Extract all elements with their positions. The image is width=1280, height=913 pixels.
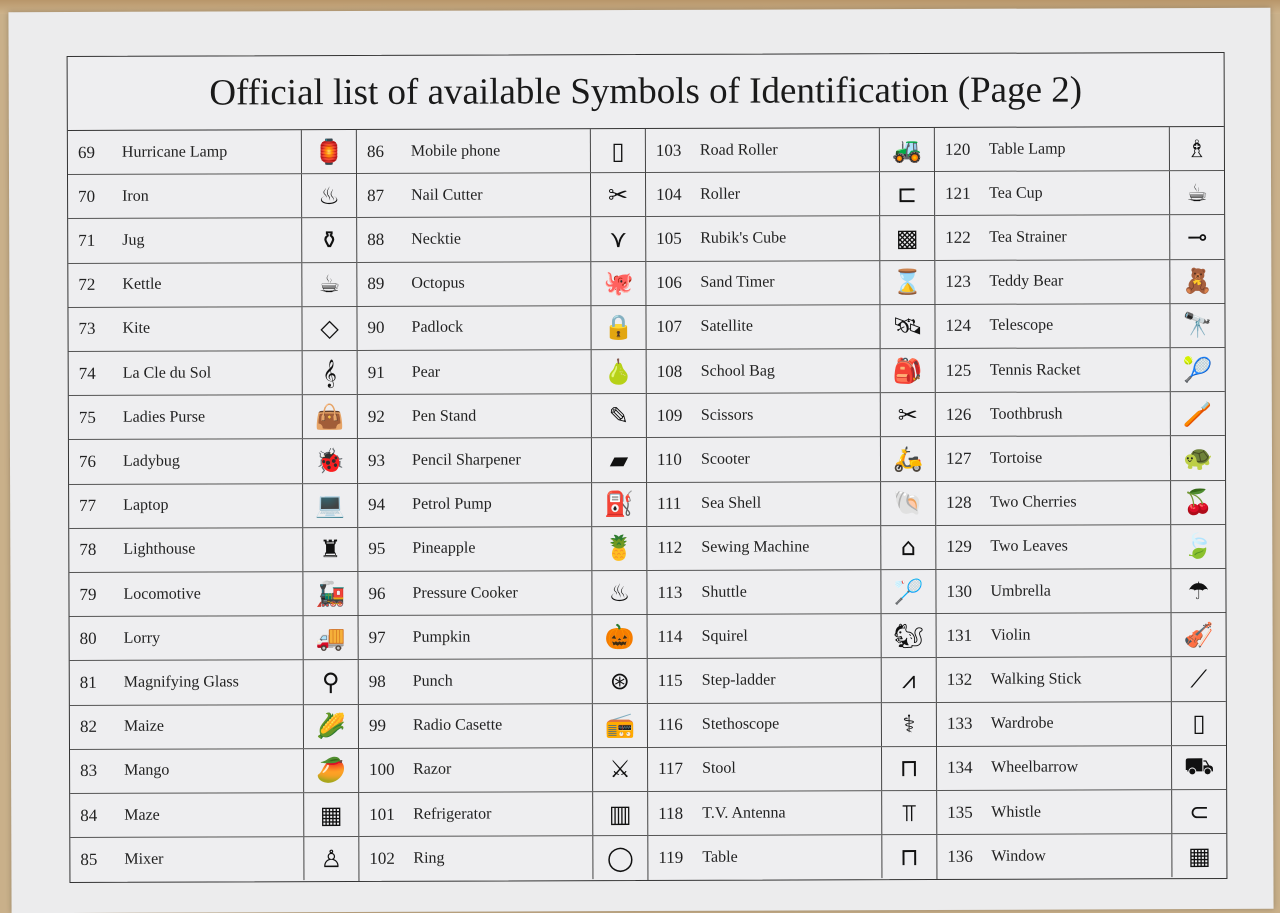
symbol-name: Satellite <box>700 318 754 336</box>
symbol-row <box>937 702 1226 747</box>
symbol-number: 73 <box>78 319 96 339</box>
octopus-icon: 🐙 <box>590 262 645 305</box>
symbol-number: 103 <box>655 140 682 160</box>
satellite-icon: 🛰 <box>879 305 934 348</box>
symbol-number: 110 <box>656 449 682 469</box>
symbol-name: Tortoise <box>989 449 1043 467</box>
symbol-number: 95 <box>368 539 386 559</box>
symbol-row <box>358 394 646 439</box>
symbol-number: 121 <box>945 183 971 203</box>
symbol-name: Umbrella <box>990 582 1051 600</box>
symbol-row <box>646 172 934 217</box>
symbol-row <box>648 658 936 703</box>
symbol-row <box>357 129 645 174</box>
kettle-icon: ☕ <box>301 263 356 306</box>
symbol-row <box>647 393 935 438</box>
symbol-number: 83 <box>80 761 98 781</box>
symbol-number: 78 <box>79 540 97 560</box>
symbol-name: Maze <box>124 806 160 824</box>
symbol-number: 79 <box>79 584 97 604</box>
symbol-number: 82 <box>79 717 97 737</box>
symbol-number: 71 <box>78 230 96 250</box>
symbol-row <box>936 525 1225 570</box>
symbol-row <box>359 615 647 660</box>
symbol-number: 105 <box>656 228 682 248</box>
symbol-row <box>648 791 936 836</box>
symbol-row <box>936 392 1225 437</box>
symbol-number: 136 <box>947 846 973 866</box>
symbol-number: 123 <box>945 272 971 292</box>
symbol-row <box>937 790 1226 835</box>
symbol-row <box>69 484 357 529</box>
symbol-name: Stethoscope <box>701 715 780 734</box>
symbol-name: Pen Stand <box>411 407 477 425</box>
symbol-name: Laptop <box>123 496 169 515</box>
symbol-row <box>937 613 1226 658</box>
stethoscope-icon: ⚕ <box>881 703 936 746</box>
symbol-number: 135 <box>947 802 973 822</box>
symbol-number: 109 <box>656 405 683 425</box>
symbol-row <box>646 305 934 350</box>
symbol-number: 93 <box>367 450 386 470</box>
symbol-row <box>935 171 1224 216</box>
step-ladder-icon: ⩘ <box>881 658 936 701</box>
symbol-row <box>646 216 934 261</box>
symbol-row <box>647 482 935 527</box>
symbol-name: Pumpkin <box>412 628 471 646</box>
symbol-number: 81 <box>79 672 97 692</box>
table-icon: ⊓ <box>881 835 936 878</box>
symbol-name: Mobile phone <box>410 142 501 160</box>
umbrella-icon: ☂ <box>1170 569 1225 612</box>
symbol-number: 96 <box>368 583 386 603</box>
symbol-number: 72 <box>78 275 96 295</box>
toothbrush-icon: 🪥 <box>1170 392 1225 435</box>
telescope-icon: 🔭 <box>1169 304 1224 347</box>
symbol-number: 117 <box>658 759 683 779</box>
symbol-number: 94 <box>368 495 386 515</box>
symbol-row <box>937 657 1226 702</box>
symbol-row <box>70 749 358 794</box>
symbol-name: Two Cherries <box>990 493 1077 512</box>
iron-icon: ♨ <box>301 174 356 217</box>
road-roller-icon: 🚜 <box>879 128 934 171</box>
symbol-row <box>648 614 936 659</box>
symbol-number: 87 <box>367 185 385 205</box>
symbol-row <box>357 306 645 351</box>
wheelbarrow-icon: ⛟ <box>1171 746 1226 789</box>
symbol-name: Violin <box>990 626 1031 644</box>
symbol-name: Pressure Cooker <box>412 584 518 602</box>
symbol-name: Teddy Bear <box>989 272 1064 290</box>
mobile-phone-icon: ▯ <box>590 129 645 172</box>
kite-icon: ◇ <box>301 307 356 350</box>
symbols-grid <box>68 127 1227 882</box>
symbol-name: Pineapple <box>412 540 476 558</box>
symbol-name: Sea Shell <box>701 494 762 513</box>
symbol-name: Table Lamp <box>988 140 1066 158</box>
symbol-number: 132 <box>946 669 973 689</box>
symbol-name: Octopus <box>411 274 465 293</box>
symbol-number: 129 <box>946 537 972 557</box>
symbol-row <box>68 174 356 219</box>
symbol-number: 97 <box>368 627 386 647</box>
symbol-row <box>68 263 356 308</box>
symbol-row <box>647 526 935 571</box>
symbol-name: Shuttle <box>701 583 747 601</box>
symbol-row <box>68 307 356 352</box>
symbols-column <box>935 127 1227 879</box>
refrigerator-icon: ▥ <box>592 792 647 835</box>
pencil-sharpener-icon: ▰ <box>591 438 646 481</box>
symbol-number: 118 <box>658 803 684 823</box>
pressure-cooker-icon: ♨ <box>591 571 646 614</box>
pineapple-icon: 🍍 <box>591 527 646 570</box>
symbol-number: 88 <box>367 229 385 249</box>
symbol-name: Mango <box>124 762 170 780</box>
symbol-row <box>359 748 647 793</box>
symbol-row <box>69 528 357 573</box>
walking-stick-icon: ⟋ <box>1171 657 1226 700</box>
tea-strainer-icon: ⊸ <box>1169 215 1224 258</box>
tortoise-icon: 🐢 <box>1170 436 1225 479</box>
symbol-row <box>70 705 358 750</box>
symbol-row <box>359 836 647 880</box>
symbol-name: Ladybug <box>122 452 180 470</box>
symbol-name: Table <box>702 848 738 866</box>
symbol-number: 111 <box>657 494 682 514</box>
symbol-number: 70 <box>78 186 96 206</box>
necktie-icon: ⋎ <box>590 217 645 260</box>
symbol-row <box>69 572 357 617</box>
symbol-number: 90 <box>367 318 385 338</box>
symbol-name: Pencil Sharpener <box>411 451 521 469</box>
symbol-name: Padlock <box>411 319 464 337</box>
symbol-name: Wardrobe <box>990 714 1054 733</box>
symbol-number: 133 <box>946 714 973 734</box>
symbol-name: La Cle du Sol <box>122 364 212 382</box>
school-bag-icon: 🎒 <box>880 349 935 392</box>
purse-icon: 👜 <box>302 395 357 438</box>
symbol-name: Squirel <box>701 627 748 645</box>
symbol-number: 116 <box>657 715 683 735</box>
symbol-row <box>357 173 645 218</box>
symbol-row <box>936 436 1225 481</box>
symbol-row <box>647 349 935 394</box>
symbols-column <box>646 128 938 880</box>
symbol-number: 89 <box>367 274 385 294</box>
symbol-number: 113 <box>657 582 683 602</box>
leaves-icon: 🍃 <box>1170 525 1225 568</box>
symbol-name: Tennis Racket <box>989 361 1081 379</box>
symbol-row <box>935 304 1224 349</box>
symbol-name: Jug <box>122 231 145 249</box>
symbol-number: 69 <box>77 142 95 162</box>
symbol-number: 98 <box>368 671 386 691</box>
scissors-icon: ✂ <box>880 393 935 436</box>
padlock-icon: 🔒 <box>590 306 645 349</box>
symbol-number: 130 <box>946 581 972 601</box>
symbol-row <box>648 835 936 879</box>
symbol-name: Tea Strainer <box>989 228 1067 246</box>
symbol-name: Punch <box>412 672 453 690</box>
lighthouse-icon: ♜ <box>302 528 357 571</box>
pear-icon: 🍐 <box>591 350 646 393</box>
symbol-row <box>358 350 646 395</box>
symbols-column <box>357 129 649 881</box>
symbol-row <box>646 261 934 306</box>
symbol-number: 114 <box>657 626 683 646</box>
symbol-name: Road Roller <box>699 141 778 159</box>
nail-cutter-icon: ✂ <box>590 173 645 216</box>
symbol-name: Iron <box>122 187 149 205</box>
window-icon: ▦ <box>1171 834 1226 877</box>
symbol-row <box>358 438 646 483</box>
symbol-name: Rubik's Cube <box>700 229 787 247</box>
symbol-name: Step-ladder <box>701 671 776 689</box>
mixer-icon: ♙ <box>303 837 358 880</box>
ladybug-icon: 🐞 <box>302 439 357 482</box>
violin-icon: 🎻 <box>1171 613 1226 656</box>
laptop-icon: 💻 <box>302 484 357 527</box>
teddy-bear-icon: 🧸 <box>1169 260 1224 303</box>
symbol-number: 119 <box>658 847 684 867</box>
symbol-name: Walking Stick <box>990 670 1082 688</box>
symbol-name: Necktie <box>411 230 462 248</box>
symbol-number: 80 <box>79 628 97 648</box>
symbol-number: 84 <box>80 805 98 825</box>
rubiks-cube-icon: ▩ <box>879 216 934 259</box>
wardrobe-icon: ▯ <box>1171 702 1226 745</box>
lorry-icon: 🚚 <box>303 616 358 659</box>
symbol-number: 127 <box>945 448 972 468</box>
symbol-number: 120 <box>944 139 971 159</box>
symbol-row <box>70 837 358 881</box>
symbol-name: Sewing Machine <box>701 538 810 557</box>
symbol-name: Nail Cutter <box>411 186 483 204</box>
symbol-number: 102 <box>369 848 395 868</box>
symbol-number: 106 <box>656 273 682 293</box>
maze-icon: ▦ <box>303 793 358 836</box>
magnifying-glass-icon: ⚲ <box>303 660 358 703</box>
page-title: Official list of available Symbols of Identification (Page 2) <box>68 53 1224 131</box>
symbol-number: 126 <box>945 404 972 424</box>
symbol-name: Toothbrush <box>989 405 1063 423</box>
whistle-icon: ⊂ <box>1171 790 1226 833</box>
symbol-row <box>648 703 936 748</box>
symbol-name: Ring <box>413 849 445 867</box>
symbol-row <box>935 127 1224 172</box>
symbol-name: Pear <box>411 363 441 381</box>
symbol-row <box>935 215 1224 260</box>
symbol-number: 124 <box>945 316 972 336</box>
table-lamp-icon: ♗ <box>1169 127 1224 170</box>
stool-icon: ⊓ <box>881 747 936 790</box>
symbol-number: 77 <box>79 496 97 516</box>
tv-antenna-icon: ⫪ <box>881 791 936 834</box>
symbol-name: Scissors <box>700 406 754 424</box>
symbol-number: 92 <box>367 406 385 426</box>
symbol-number: 112 <box>657 538 683 558</box>
jug-icon: ⚱ <box>301 218 356 261</box>
symbol-number: 101 <box>369 804 395 824</box>
symbol-name: Locomotive <box>123 585 201 603</box>
symbol-number: 91 <box>367 362 385 382</box>
symbols-table <box>67 52 1228 883</box>
symbol-name: Telescope <box>989 316 1054 335</box>
symbol-name: Scooter <box>700 450 750 468</box>
shuttlecock-icon: 🏸 <box>880 570 935 613</box>
cherries-icon: 🍒 <box>1170 481 1225 524</box>
symbol-row <box>358 483 646 528</box>
symbol-number: 125 <box>945 360 972 380</box>
symbol-name: Maize <box>123 717 164 736</box>
tennis-racket-icon: 🎾 <box>1170 348 1225 391</box>
symbol-row <box>936 348 1225 393</box>
symbol-row <box>647 570 935 615</box>
symbol-row <box>358 571 646 616</box>
symbol-name: Lorry <box>123 629 161 647</box>
symbol-name: Window <box>991 847 1046 865</box>
pen-stand-icon: ✎ <box>591 394 646 437</box>
symbol-row <box>68 218 356 263</box>
symbol-name: Razor <box>413 761 452 779</box>
symbol-name: Tea Cup <box>989 184 1043 202</box>
symbol-row <box>70 660 358 705</box>
symbol-row <box>359 792 647 837</box>
symbol-row <box>358 527 646 572</box>
symbol-number: 99 <box>368 716 386 736</box>
maize-icon: 🌽 <box>303 705 358 748</box>
symbol-name: Kite <box>122 320 151 338</box>
symbol-number: 86 <box>366 141 384 161</box>
symbol-name: Refrigerator <box>413 805 492 823</box>
symbol-row <box>647 437 935 482</box>
symbol-name: Wheelbarrow <box>991 758 1079 777</box>
symbol-name: Mixer <box>124 850 164 868</box>
symbol-name: Petrol Pump <box>412 495 492 514</box>
symbols-column <box>68 130 360 882</box>
symbol-row <box>69 439 357 484</box>
hurricane-lamp-icon: 🏮 <box>301 130 356 173</box>
symbol-row <box>359 659 647 704</box>
symbol-number: 108 <box>656 361 683 381</box>
symbol-name: School Bag <box>700 362 775 380</box>
symbol-number: 115 <box>657 670 683 690</box>
squirrel-icon: 🐿 <box>881 614 936 657</box>
symbol-row <box>936 481 1225 526</box>
symbol-row <box>357 217 645 262</box>
mango-icon: 🥭 <box>303 749 358 792</box>
ring-icon: ◯ <box>592 836 647 879</box>
sewing-machine-icon: ⌂ <box>880 526 935 569</box>
symbol-number: 75 <box>78 407 96 427</box>
symbol-row <box>646 128 934 173</box>
symbol-number: 104 <box>656 184 682 204</box>
symbol-row <box>935 260 1224 305</box>
symbol-name: Ladies Purse <box>122 408 206 426</box>
sand-timer-icon: ⌛ <box>879 261 934 304</box>
razor-icon: ⚔ <box>592 748 647 791</box>
symbol-row <box>937 834 1226 878</box>
symbol-number: 74 <box>78 363 96 383</box>
symbol-number: 128 <box>946 493 972 513</box>
symbol-number: 76 <box>78 451 97 471</box>
symbol-number: 134 <box>947 758 973 778</box>
symbol-row <box>936 569 1225 614</box>
symbol-name: Radio Casette <box>412 716 503 735</box>
symbol-row <box>69 395 357 440</box>
symbol-name: Lighthouse <box>123 540 196 559</box>
symbol-row <box>937 746 1226 791</box>
symbol-number: 85 <box>80 849 98 869</box>
symbol-name: Kettle <box>122 275 162 294</box>
symbol-number: 122 <box>945 227 971 247</box>
paint-roller-icon: ⊏ <box>879 172 934 215</box>
symbol-number: 100 <box>369 760 395 780</box>
symbol-row <box>70 616 358 661</box>
symbol-number: 107 <box>656 317 683 337</box>
symbol-number: 131 <box>946 625 973 645</box>
symbol-row <box>648 747 936 792</box>
sea-shell-icon: 🐚 <box>880 482 935 525</box>
symbol-name: Hurricane Lamp <box>121 143 228 161</box>
symbol-row <box>357 262 645 307</box>
radio-cassette-icon: 📻 <box>592 704 647 747</box>
tea-cup-icon: ☕ <box>1169 171 1224 214</box>
symbol-name: Roller <box>700 185 741 203</box>
symbol-row <box>68 130 356 175</box>
scooter-icon: 🛵 <box>880 437 935 480</box>
pumpkin-icon: 🎃 <box>592 615 647 658</box>
symbol-name: Sand Timer <box>700 273 775 291</box>
symbol-name: Magnifying Glass <box>123 673 239 691</box>
symbol-name: T.V. Antenna <box>702 804 786 822</box>
punch-icon: ⊛ <box>592 659 647 702</box>
symbol-name: Whistle <box>991 803 1042 821</box>
symbol-row <box>69 351 357 396</box>
symbol-row <box>359 704 647 749</box>
petrol-pump-icon: ⛽ <box>591 483 646 526</box>
symbol-row <box>70 793 358 838</box>
treble-clef-icon: 𝄞 <box>302 351 357 394</box>
locomotive-icon: 🚂 <box>302 572 357 615</box>
symbol-name: Stool <box>702 760 736 778</box>
paper-sheet <box>8 8 1273 913</box>
symbol-name: Two Leaves <box>990 537 1068 556</box>
